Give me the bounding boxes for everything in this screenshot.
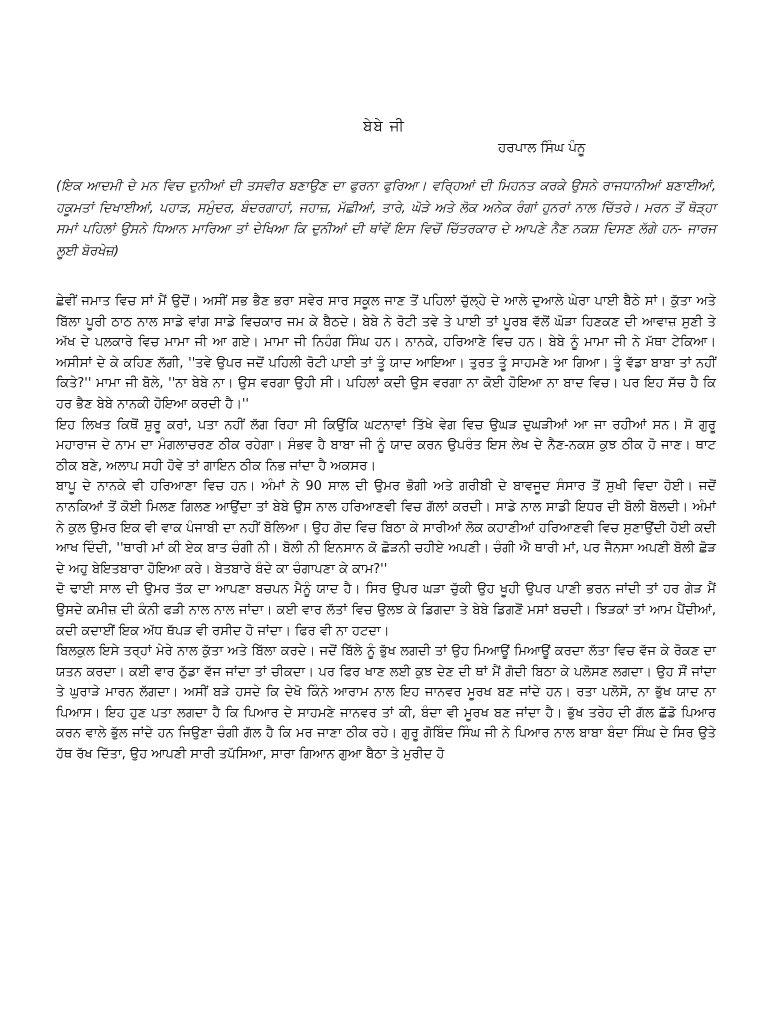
document-title: ਬੇਬੇ ਜੀ bbox=[363, 117, 405, 135]
author-name: ਹਰਪਾਲ ਸਿੰਘ ਪੰਨੂ bbox=[498, 140, 586, 156]
paragraph: ਇਹ ਲਿਖਤ ਕਿਥੋਂ ਸ਼ੁਰੂ ਕਰਾਂ, ਪਤਾ ਨਹੀਂ ਲੱਗ ਰਿਹਾ ਸੀ ਕਿਉਂਕਿ ਘਟਨਾਵਾਂ ਤਿੱਖੇ ਵੇਗ ਵਿਚ ਉਘੜ ਦੁਘੜੀਆਂ ਆ ਜਾ ਰਹੀਆਂ ਸਨ। ਸੋ ਗੁਰੂ ਮਹਾਰਾਜ ਦੇ ਨਾਮ ਦਾ ਮੰਗਲਾਚਰਣ ਠੀਕ ਰਹੇਗਾ। ਸੰਭਵ ਹੈ ਬਾਬਾ ਜੀ ਨੂੰ ਯਾਦ ਕਰਨ ਉਪਰੰਤ ਇਸ ਲੇਖ ਦੇ ਨੈਣ-ਨਕਸ਼ ਕੁਝ ਠੀਕ ਹੋ ਜਾਣ। ਥਾਟ ਠੀਕ ਬਣੇ, ਅਲਾਪ ਸਹੀ ਹੋਵੇ ਤਾਂ ਗਾਇਨ ਠੀਕ ਨਿਭ ਜਾਂਦਾ ਹੈ ਅਕਸਰ। bbox=[56, 417, 716, 474]
epigraph-quote: (ਇਕ ਆਦਮੀ ਦੇ ਮਨ ਵਿਚ ਦੁਨੀਆਂ ਦੀ ਤਸਵੀਰ ਬਣਾਉਣ ਦਾ ਫੁਰਨਾ ਫੁਰਿਆ। ਵਰ੍ਹਿਆਂ ਦੀ ਮਿਹਨਤ ਕਰਕੇ ਉਸਨੇ ਰਾਜਧਾਨੀਆਂ ਬਣਾਈਆਂ, ਹਕੂਮਤਾਂ ਦਿਖਾਈਆਂ, ਪਹਾੜ, ਸਮੁੰਦਰ, ਬੰਦਰਗਾਹਾਂ, ਜਹਾਜ਼, ਮੱਛੀਆਂ, ਤਾਰੇ, ਘੋੜੇ ਅਤੇ ਲੋਕ ਅਨੇਕ ਰੰਗਾਂ ਹੁਨਰਾਂ ਨਾਲ ਚਿੱਤਰੇ। ਮਰਨ ਤੋਂ ਥੋੜ੍ਹਾ ਸਮਾਂ ਪਹਿਲਾਂ ਉਸਨੇ ਧਿਆਨ ਮਾਰਿਆ ਤਾਂ ਦੇਖਿਆ ਕਿ ਦੁਨੀਆਂ ਦੀ ਥਾਂਵੇਂ ਇਸ ਵਿਚੋਂ ਚਿੱਤਰਕਾਰ ਦੇ ਆਪਣੇ ਨੈਣ ਨਕਸ਼ ਦਿਸਣ ਲੱਗੇ ਹਨ- ਜਾਰਜ ਲੂਈ ਬੋਰਖੇਜ਼) bbox=[56, 179, 716, 259]
paragraph: ਛੇਵੀਂ ਜਮਾਤ ਵਿਚ ਸਾਂ ਮੈਂ ਉਦੋਂ। ਅਸੀਂ ਸਭ ਭੈਣ ਭਰਾ ਸਵੇਰ ਸਾਰ ਸਕੂਲ ਜਾਣ ਤੋਂ ਪਹਿਲਾਂ ਚੁੱਲ੍ਹੇ ਦੇ ਆਲੇ ਦੁਆਲੇ ਘੇਰਾ ਪਾਈ ਬੈਠੇ ਸਾਂ। ਕੁੱਤਾ ਅਤੇ ਬਿੱਲਾ ਪੂਰੀ ਠਾਠ ਨਾਲ ਸਾਡੇ ਵਾਂਗ ਸਾਡੇ ਵਿਚਕਾਰ ਜਮ ਕੇ ਬੈਠਦੇ। ਬੇਬੇ ਨੇ ਰੋਟੀ ਤਵੇ ਤੇ ਪਾਈ ਤਾਂ ਪੂਰਬ ਵੱਲੋਂ ਘੋੜਾ ਹਿਣਕਣ ਦੀ ਆਵਾਜ਼ ਸੁਣੀ ਤੇ ਅੱਖ ਦੇ ਪਲਕਾਰੇ ਵਿਚ ਮਾਮਾ ਜੀ ਆ ਗਏ। ਮਾਮਾ ਜੀ ਨਿਹੰਗ ਸਿੰਘ ਹਨ। ਨਾਨਕੇ, ਹਰਿਆਣੇ ਵਿਚ ਹਨ। ਬੇਬੇ ਨੂੰ ਮਾਮਾ ਜੀ ਨੇ ਮੱਥਾ ਟੇਕਿਆ। ਅਸੀਸਾਂ ਦੇ ਕੇ ਕਹਿਣ ਲੱਗੀ, ''ਤਵੇ ਉਪਰ ਜਦੋਂ ਪਹਿਲੀ ਰੋਟੀ ਪਾਈ ਤਾਂ ਤੂੰ ਯਾਦ ਆਇਆ। ਤੁਰਤ ਤੂੰ ਸਾਹਮਣੇ ਆ ਗਿਆ। ਤੂੰ ਵੱਡਾ ਬਾਬਾ ਤਾਂ ਨਹੀਂ ਕਿਤੇ?'' ਮਾਮਾ ਜੀ ਬੋਲੇ, ''ਨਾ ਬੇਬੇ ਨਾ। ਉਸ ਵਰਗਾ ਉਹੀ ਸੀ। ਪਹਿਲਾਂ ਕਦੀ ਉਸ ਵਰਗਾ ਨਾ ਕੋਈ ਹੋਇਆ ਨਾ ਬਾਦ ਵਿਚ। ਪਰ ਇਹ ਸੱਚ ਹੈ ਕਿ ਹਰ ਭੈਣ ਬੇਬੇ ਨਾਨਕੀ ਹੋਇਆ ਕਰਦੀ ਹੈ।'' bbox=[56, 294, 716, 412]
paragraph: ਬਿਲਕੁਲ ਇਸੇ ਤਰ੍ਹਾਂ ਮੇਰੇ ਨਾਲ ਕੁੱਤਾ ਅਤੇ ਬਿੱਲਾ ਕਰਦੇ। ਜਦੋਂ ਬਿੱਲੇ ਨੂੰ ਭੁੱਖ ਲਗਦੀ ਤਾਂ ਉਹ ਮਿਆਊਂ ਮਿਆਊਂ ਕਰਦਾ ਲੱਤਾ ਵਿਚ ਵੱਜ ਕੇ ਰੋਕਣ ਦਾ ਯਤਨ ਕਰਦਾ। ਕਈ ਵਾਰ ਠੁੱਡਾ ਵੱਜ ਜਾਂਦਾ ਤਾਂ ਚੀਕਦਾ। ਪਰ ਫਿਰ ਖਾਣ ਲਈ ਕੁਝ ਦੇਣ ਦੀ ਥਾਂ ਮੈਂ ਗੋਦੀ ਬਿਠਾ ਕੇ ਪਲੋਸਣ ਲਗਦਾ। ਉਹ ਸੌਂ ਜਾਂਦਾ ਤੇ ਘੁਰਾੜੇ ਮਾਰਨ ਲੱਗਦਾ। ਅਸੀਂ ਬੜੇ ਹਸਦੇ ਕਿ ਦੇਖੋ ਕਿੰਨੇ ਆਰਾਮ ਨਾਲ ਇਹ ਜਾਨਵਰ ਮੂਰਖ ਬਣ ਜਾਂਦੇ ਹਨ। ਰਤਾ ਪਲੋਸੋ, ਨਾ ਭੁੱਖ ਯਾਦ ਨਾ ਪਿਆਸ। ਇਹ ਹੁਣ ਪਤਾ ਲਗਦਾ ਹੈ ਕਿ ਪਿਆਰ ਦੇ ਸਾਹਮਣੇ ਜਾਨਵਰ ਤਾਂ ਕੀ, ਬੰਦਾ ਵੀ ਮੂਰਖ ਬਣ ਜਾਂਦਾ ਹੈ। ਭੁੱਖ ਤਰੇਹ ਦੀ ਗੱਲ ਛੱਡੋ ਪਿਆਰ ਕਰਨ ਵਾਲੇ ਭੁੱਲ ਜਾਂਦੇ ਹਨ ਜਿਉਣਾ ਚੰਗੀ ਗੱਲ ਹੈ ਕਿ ਮਰ ਜਾਣਾ ਠੀਕ ਰਹੇ। ਗੁਰੂ ਗੋਬਿੰਦ ਸਿੰਘ ਜੀ ਨੇ ਪਿਆਰ ਨਾਲ ਬਾਬਾ ਬੰਦਾ ਸਿੰਘ ਦੇ ਸਿਰ ਉਤੇ ਹੱਥ ਰੱਖ ਦਿੱਤਾ, ਉਹ ਆਪਣੀ ਸਾਰੀ ਤਪੱਸਿਆ, ਸਾਰਾ ਗਿਆਨ ਗੁਆ ਬੈਠਾ ਤੇ ਮੁਰੀਦ ਹੋ bbox=[56, 644, 716, 763]
paragraph: ਦੋ ਢਾਈ ਸਾਲ ਦੀ ਉਮਰ ਤੱਕ ਦਾ ਆਪਣਾ ਬਚਪਨ ਮੈਨੂੰ ਯਾਦ ਹੈ। ਸਿਰ ਉਪਰ ਘੜਾ ਚੁੱਕੀ ਉਹ ਖੂਹੀ ਉਪਰ ਪਾਣੀ ਭਰਨ ਜਾਂਦੀ ਤਾਂ ਹਰ ਗੇੜ ਮੈਂ ਉਸਦੇ ਕਮੀਜ਼ ਦੀ ਕੰਨੀ ਫੜੀ ਨਾਲ ਨਾਲ ਜਾਂਦਾ। ਕਈ ਵਾਰ ਲੱਤਾਂ ਵਿਚ ਉਲਝ ਕੇ ਡਿਗਦਾ ਤੇ ਬੇਬੇ ਡਿਗਣੋਂ ਮਸਾਂ ਬਚਦੀ। ਝਿੜਕਾਂ ਤਾਂ ਆਮ ਪੈਂਦੀਆਂ, ਕਦੀ ਕਦਾਈਂ ਇਕ ਅੱਧ ਥੱਪੜ ਵੀ ਰਸੀਦ ਹੋ ਜਾਂਦਾ। ਫਿਰ ਵੀ ਨਾ ਹਟਦਾ। bbox=[56, 582, 716, 639]
body-text bbox=[56, 292, 716, 766]
paragraph: ਬਾਪੂ ਦੇ ਨਾਨਕੇ ਵੀ ਹਰਿਆਣਾ ਵਿਚ ਹਨ। ਅੰਮਾਂ ਨੇ 90 ਸਾਲ ਦੀ ਉਮਰ ਭੋਗੀ ਅਤੇ ਗਰੀਬੀ ਦੇ ਬਾਵਜੂਦ ਸੰਸਾਰ ਤੋਂ ਸੁਖੀ ਵਿਦਾ ਹੋਈ। ਜਦੋਂ ਨਾਨਕਿਆਂ ਤੋਂ ਕੋਈ ਮਿਲਣ ਗਿਲਣ ਆਉਂਦਾ ਤਾਂ ਬੇਬੇ ਉਸ ਨਾਲ ਹਰਿਆਣਵੀ ਵਿਚ ਗੱਲਾਂ ਕਰਦੀ। ਸਾਡੇ ਨਾਲ ਸਾਡੀ ਇਧਰ ਦੀ ਬੋਲੀ ਬੋਲਦੀ। ਅੰਮਾਂ ਨੇ ਕੁਲ ਉਮਰ ਇਕ ਵੀ ਵਾਕ ਪੰਜਾਬੀ ਦਾ ਨਹੀਂ ਬੋਲਿਆ। ਉਹ ਗੋਦ ਵਿਚ ਬਿਠਾ ਕੇ ਸਾਰੀਆਂ ਲੋਕ ਕਹਾਣੀਆਂ ਹਰਿਆਣਵੀ ਵਿਚ ਸੁਣਾਉਂਦੀ ਹੋਈ ਕਦੀ ਆਖ ਦਿੰਦੀ, ''ਥਾਰੀ ਮਾਂ ਕੀ ਏਕ ਬਾਤ ਚੰਗੀ ਨੀ। ਬੋਲੀ ਨੀ ਇਨਸਾਨ ਕੋ ਛੋੜਨੀ ਚਹੀਏ ਅਪਣੀ। ਚੰਗੀ ਐ ਥਾਰੀ ਮਾਂ, ਪਰ ਜੈਨਸਾ ਅਪਣੀ ਬੋਲੀ ਛੋੜ ਦੇ ਅਹੁ ਬੇਇਤਬਾਰਾ ਹੋਇਆ ਕਰੇ। ਬੇਤਬਾਰੇ ਬੰਦੇ ਕਾ ਚੰਗਾਪਣਾ ਕੇ ਕਾਮ?'' bbox=[56, 479, 716, 577]
